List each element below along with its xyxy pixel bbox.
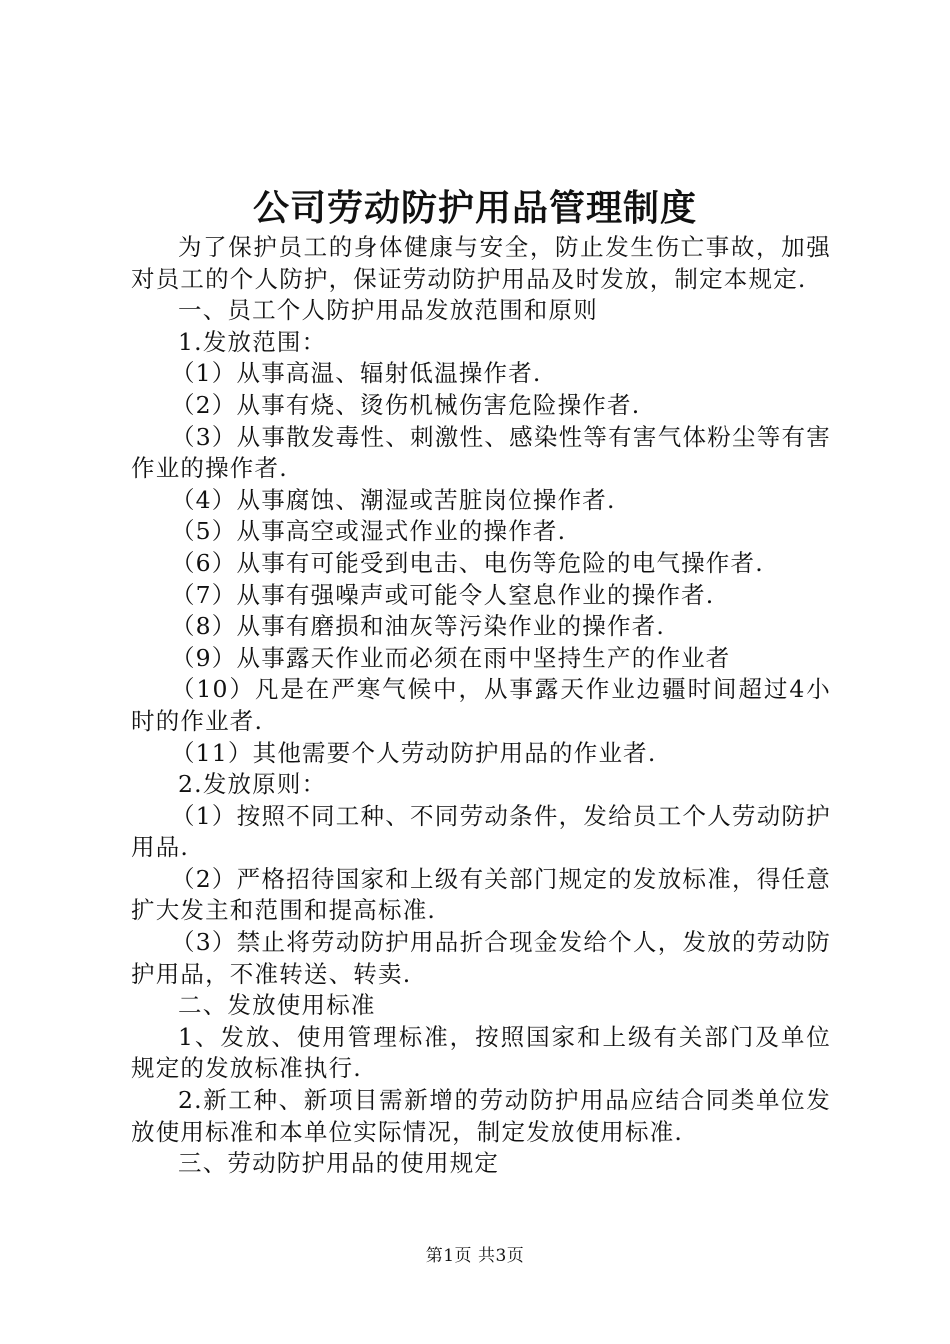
- paragraph: 为了保护员工的身体健康与安全，防止发生伤亡事故，加强对员工的个人防护，保证劳动防护用品及时发放，制定本规定.: [131, 233, 831, 293]
- paragraph: （2）严格招待国家和上级有关部门规定的发放标准，得任意扩大发主和范围和提高标准.: [131, 864, 831, 925]
- paragraph: 1、发放、使用管理标准，按照国家和上级有关部门及单位规定的发放标准执行.: [131, 1022, 831, 1083]
- paragraph: （5）从事高空或湿式作业的操作者.: [170, 517, 567, 546]
- paragraph: （7）从事有强噪声或可能令人窒息作业的操作者.: [170, 580, 715, 609]
- paragraph: 1.发放范围：: [178, 327, 327, 356]
- paragraph: （11）其他需要个人劳动防护用品的作业者.: [170, 738, 657, 767]
- paragraph: （2）从事有烧、烫伤机械伤害危险操作者.: [170, 390, 641, 419]
- paragraph: （1）按照不同工种、不同劳动条件，发给员工个人劳动防护用品.: [131, 801, 831, 862]
- paragraph: （8）从事有磨损和油灰等污染作业的操作者.: [170, 612, 666, 641]
- page-footer: 第1页 共3页: [425, 1246, 525, 1266]
- paragraph: 2.发放原则：: [178, 770, 327, 799]
- paragraph: （10）凡是在严寒气候中，从事露天作业边疆时间超过4小时的作业者.: [131, 675, 831, 735]
- paragraph: （3）禁止将劳动防护用品折合现金发给个人，发放的劳动防护用品，不准转送、转卖.: [131, 928, 831, 988]
- paragraph: 2.新工种、新项目需新增的劳动防护用品应结合同类单位发放使用标准和本单位实际情况，制定发放使用标准.: [131, 1086, 831, 1146]
- paragraph: （4）从事腐蚀、潮湿或苦脏岗位操作者.: [170, 485, 616, 514]
- paragraph: （6）从事有可能受到电击、电伤等危险的电气操作者.: [170, 548, 764, 577]
- document-title: 公司劳动防护用品管理制度: [252, 187, 697, 229]
- paragraph: （1）从事高温、辐射低温操作者.: [170, 359, 542, 388]
- paragraph: 三、劳动防护用品的使用规定: [178, 1149, 500, 1178]
- paragraph: 一、员工个人防护用品发放范围和原则: [178, 296, 598, 325]
- paragraph: （3）从事散发毒性、刺激性、感染性等有害气体粉尘等有害作业的操作者.: [131, 422, 831, 483]
- paragraph: 二、发放使用标准: [178, 991, 376, 1020]
- document-body: [131, 232, 831, 1180]
- paragraph: （9）从事露天作业而必须在雨中坚持生产的作业者: [170, 643, 731, 672]
